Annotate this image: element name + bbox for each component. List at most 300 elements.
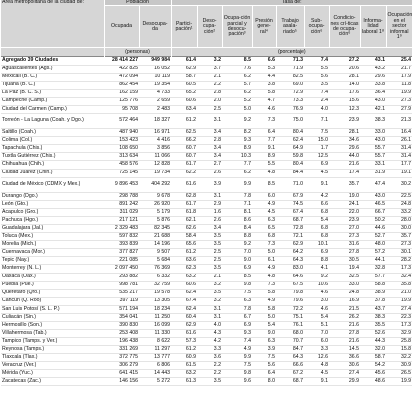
column-header: Sub-ocupa-ción⁶	[304, 6, 329, 48]
value-cell: 6 332	[139, 273, 171, 281]
value-cell: 63.6	[171, 257, 197, 265]
value-cell: 6.8	[304, 225, 329, 233]
value-cell: 10.6	[304, 281, 329, 289]
value-cell: 7.4	[304, 89, 329, 97]
value-cell: 3.1	[197, 313, 222, 321]
value-cell: 146 156	[104, 378, 139, 386]
value-cell: 57.2	[360, 249, 386, 257]
table-row	[1, 153, 412, 161]
aggregate-row	[1, 57, 412, 65]
value-cell: 35.7	[329, 177, 360, 193]
table-row	[1, 305, 412, 313]
value-cell: 27.4	[386, 305, 412, 313]
value-cell: 17.3	[386, 321, 412, 329]
value-cell: 6.3	[252, 217, 276, 225]
value-cell: 14.0	[329, 81, 360, 89]
value-cell: 5.4	[304, 217, 329, 225]
value-cell: 31.4	[386, 153, 412, 161]
value-cell: 3.2	[197, 297, 222, 305]
value-cell: 5.3	[252, 65, 276, 73]
value-cell: 67.4	[276, 209, 304, 217]
value-cell: 3.4	[197, 145, 222, 153]
value-cell: 62.4	[276, 137, 304, 145]
value-cell: 70.7	[276, 337, 304, 345]
value-cell: 3.5	[304, 81, 329, 89]
value-cell: 33.2	[386, 209, 412, 217]
value-cell: 8.6	[222, 217, 252, 225]
table-row	[1, 241, 412, 249]
value-cell: 95 708	[104, 105, 139, 113]
table-row	[1, 321, 412, 329]
value-cell: 4.8	[252, 169, 276, 177]
value-cell: 30.0	[386, 225, 412, 233]
column-header: Deso-cupa-ción²	[197, 6, 222, 48]
value-cell: 4.8	[252, 273, 276, 281]
value-cell: 61.6	[171, 329, 197, 337]
value-cell: 2.1	[197, 73, 222, 81]
value-cell: 4.6	[304, 305, 329, 313]
value-cell: 37.8	[360, 297, 386, 305]
value-cell: 9.8	[222, 370, 252, 378]
table-row	[1, 233, 412, 241]
column-header: Ocupación en el sector informal 1⁹	[386, 6, 412, 48]
value-cell: 2.5	[197, 249, 222, 257]
value-cell: 6.2	[222, 73, 252, 81]
value-cell: 4.9	[222, 345, 252, 353]
table-row	[1, 249, 412, 257]
table-row	[1, 354, 412, 362]
table-row	[1, 345, 412, 353]
value-cell: 9.3	[222, 137, 252, 145]
value-cell: 5.8	[252, 89, 276, 97]
value-cell: 76 369	[139, 265, 171, 273]
value-cell: 4.2	[197, 337, 222, 345]
value-cell: 61.8	[171, 209, 197, 217]
table-row	[1, 378, 412, 386]
value-cell: 62.2	[171, 169, 197, 177]
value-cell: 44.1	[360, 257, 386, 265]
value-cell: 18 327	[139, 113, 171, 129]
city-cell: Campeche (Camp.)	[1, 97, 104, 105]
value-cell: 4.9	[252, 201, 276, 209]
value-cell: 24.8	[386, 201, 412, 209]
value-cell: 27.4	[329, 370, 360, 378]
value-cell: 79.6	[276, 297, 304, 305]
value-cell: 62.8	[171, 193, 197, 201]
value-cell: 29.9	[329, 378, 360, 386]
value-cell: 74.5	[276, 201, 304, 209]
value-cell: 25.8	[386, 337, 412, 345]
value-cell: 71.9	[276, 65, 304, 73]
value-cell: 36.4	[360, 89, 386, 97]
value-cell: 60.6	[171, 281, 197, 289]
value-cell: 8.4	[222, 225, 252, 233]
value-cell: 6.1	[252, 257, 276, 265]
value-cell: 64.6	[276, 273, 304, 281]
table-row	[1, 257, 412, 265]
value-cell: 61.2	[171, 249, 197, 257]
value-cell: 8.5	[252, 177, 276, 193]
value-cell: 12.6	[304, 354, 329, 362]
value-cell: 6.6	[304, 201, 329, 209]
column-header: Condicio-nes crí-ticas de ocupa-ción⁶	[329, 6, 360, 48]
value-cell: 2.0	[197, 97, 222, 105]
value-cell: 8.2	[222, 129, 252, 137]
value-cell: 12.5	[304, 153, 329, 161]
units-spacer	[1, 48, 104, 57]
value-cell: 12.3	[329, 105, 360, 113]
city-cell: Tijuana (B. C.)	[1, 81, 104, 89]
value-cell: 8.5	[222, 273, 252, 281]
value-cell: 44.3	[360, 337, 386, 345]
value-cell: 28.1	[329, 73, 360, 81]
value-cell: 80.4	[276, 161, 304, 169]
units-personas: (personas)	[104, 48, 171, 57]
city-cell: Villahermosa (Tab.)	[1, 329, 104, 337]
value-cell: 3.0	[304, 297, 329, 305]
value-cell: 9.1	[252, 145, 276, 153]
city-cell: Mexicali (B. C.)	[1, 73, 104, 81]
value-cell: 4.6	[252, 105, 276, 113]
value-cell: 27.2	[329, 57, 360, 65]
value-cell: 27.0	[329, 225, 360, 233]
table-row	[1, 193, 412, 201]
city-cell: Tampico (Tamps. y Ver.)	[1, 337, 104, 345]
value-cell: 69.0	[276, 81, 304, 89]
value-cell: 4.0	[197, 321, 222, 329]
value-cell: 5.5	[252, 161, 276, 169]
value-cell: 16.9	[329, 297, 360, 305]
value-cell: 5.4	[252, 321, 276, 329]
value-cell: 43.1	[360, 57, 386, 65]
value-cell: 61.5	[171, 362, 197, 370]
value-cell: 3.5	[197, 289, 222, 297]
value-cell: 62.9	[171, 321, 197, 329]
value-cell: 55.7	[360, 145, 386, 153]
value-cell: 8.1	[222, 209, 252, 217]
value-cell: 9.1	[304, 177, 329, 193]
value-cell: 27.3	[386, 241, 412, 249]
value-cell: 24.1	[329, 201, 360, 209]
value-cell: 9.9	[222, 177, 252, 193]
value-cell: 4.0	[304, 105, 329, 113]
city-cell: Querétaro (Qro.)	[1, 289, 104, 297]
value-cell: 5 179	[139, 209, 171, 217]
value-cell: 21.6	[329, 321, 360, 329]
poblacion-group-header: Población	[104, 0, 171, 6]
value-cell: 16 971	[139, 129, 171, 137]
value-cell: 2.8	[197, 137, 222, 145]
value-cell: 2.7	[197, 161, 222, 169]
value-cell: 3.8	[252, 81, 276, 89]
table-row	[1, 313, 412, 321]
value-cell: 1.7	[304, 145, 329, 153]
value-cell: 3.7	[197, 65, 222, 73]
value-cell: 4.6	[304, 289, 329, 297]
value-cell: 15.0	[304, 137, 329, 145]
city-cell: Ciudad del Carmen (Camp.)	[1, 105, 104, 113]
value-cell: 30.1	[386, 249, 412, 257]
city-cell: La Paz (B. C. S.)	[1, 89, 104, 97]
value-cell: 8.8	[304, 257, 329, 265]
value-cell: 72.8	[276, 225, 304, 233]
value-cell: 9 507	[139, 249, 171, 257]
value-cell: 4 416	[139, 137, 171, 145]
value-cell: 7.3	[252, 281, 276, 289]
table-row	[1, 113, 412, 129]
value-cell: 60.6	[171, 97, 197, 105]
units-porcentaje: (porcentaje)	[171, 48, 412, 57]
value-cell: 68.0	[276, 329, 304, 337]
value-cell: 21.5	[329, 305, 360, 313]
value-cell: 11 066	[139, 153, 171, 161]
value-cell: 3.4	[197, 225, 222, 233]
value-cell: 217 121	[104, 217, 139, 225]
value-cell: 10.3	[222, 153, 252, 161]
table-row	[1, 129, 412, 137]
value-cell: 66.7	[360, 209, 386, 217]
value-cell: 15.8	[386, 345, 412, 353]
value-cell: 71.0	[276, 177, 304, 193]
city-cell: Acapulco (Gro.)	[1, 209, 104, 217]
column-header: Ocupa-ción parcial y desocu-pación³	[222, 6, 252, 48]
table-row	[1, 177, 412, 193]
value-cell: 62.1	[171, 217, 197, 225]
city-cell: Torreón - La Laguna (Coah. y Dgo.)	[1, 113, 104, 129]
value-cell: 3.4	[197, 153, 222, 161]
value-cell: 6.5	[252, 225, 276, 233]
value-cell: 43.0	[360, 137, 386, 145]
value-cell: 4.5	[304, 370, 329, 378]
value-cell: 7.8	[222, 305, 252, 313]
value-cell: 6.9	[304, 249, 329, 257]
value-cell: 4.7	[252, 97, 276, 105]
value-cell: 7.8	[222, 193, 252, 201]
value-cell: 21.6	[329, 161, 360, 169]
value-cell: 28.1	[329, 129, 360, 137]
value-cell: 1.6	[197, 209, 222, 217]
city-cell: Aguascalientes (Ags.)	[1, 65, 104, 73]
value-cell: 29.6	[329, 145, 360, 153]
value-cell: 60.7	[171, 153, 197, 161]
value-cell: 6.8	[304, 209, 329, 217]
value-cell: 6.7	[222, 313, 252, 321]
value-cell: 16 099	[139, 321, 171, 329]
value-cell: 7.0	[304, 329, 329, 337]
value-cell: 19 354	[139, 81, 171, 89]
city-cell: Saltillo (Coah.)	[1, 129, 104, 137]
value-cell: 9.0	[252, 329, 276, 337]
value-cell: 4.3	[197, 329, 222, 337]
value-cell: 31.6	[329, 241, 360, 249]
value-cell: 125 776	[104, 97, 139, 105]
value-cell: 2.2	[197, 362, 222, 370]
column-header: Trabajo asala-riado⁵	[276, 6, 304, 48]
value-cell: 23.9	[329, 217, 360, 225]
value-cell: 22.0	[329, 209, 360, 217]
value-cell: 18 234	[139, 305, 171, 313]
table-row	[1, 105, 412, 113]
value-cell: 4.1	[304, 265, 329, 273]
city-cell: Durango (Dgo.)	[1, 193, 104, 201]
value-cell: 153 423	[104, 137, 139, 145]
value-cell: 17.6	[329, 89, 360, 97]
value-cell: 19 734	[139, 169, 171, 177]
value-cell: 2.5	[197, 105, 222, 113]
value-cell: 68.7	[276, 378, 304, 386]
value-cell: 108 650	[104, 145, 139, 153]
value-cell: 3.9	[252, 345, 276, 353]
value-cell: 32.2	[386, 354, 412, 362]
city-cell: Hermosillo (Son.)	[1, 321, 104, 329]
value-cell: 7.5	[304, 129, 329, 137]
value-cell: 60.9	[171, 354, 197, 362]
column-header: Ocupada	[104, 6, 139, 48]
value-cell: 2.2	[197, 370, 222, 378]
value-cell: 3.2	[197, 57, 222, 65]
value-cell: 26.1	[386, 137, 412, 145]
value-cell: 6.0	[252, 193, 276, 201]
value-cell: 9.6	[222, 378, 252, 386]
value-cell: 3.4	[197, 129, 222, 137]
value-cell: 4.5	[252, 209, 276, 217]
value-cell: 9.3	[222, 329, 252, 337]
value-cell: 5.8	[252, 305, 276, 313]
value-cell: 2.8	[197, 89, 222, 97]
value-cell: 84.4	[276, 169, 304, 177]
city-cell: Tapachula (Chis.)	[1, 145, 104, 153]
value-cell: 5 876	[139, 217, 171, 225]
value-cell: 57.7	[360, 273, 386, 281]
value-cell: 2 659	[139, 97, 171, 105]
value-cell: 24.8	[329, 289, 360, 297]
value-cell: 9.8	[222, 281, 252, 289]
value-cell: 7.5	[222, 289, 252, 297]
value-cell: 487 940	[104, 129, 139, 137]
value-cell: 46.5	[360, 201, 386, 209]
value-cell: 16 052	[139, 65, 171, 73]
value-cell: 7.1	[222, 201, 252, 209]
table-row	[1, 65, 412, 73]
value-cell: 30.2	[386, 177, 412, 193]
value-cell: 6 806	[139, 362, 171, 370]
value-cell: 5.0	[252, 249, 276, 257]
value-cell: 8.9	[252, 153, 276, 161]
value-cell: 7.3	[252, 113, 276, 129]
value-cell: 67.2	[276, 370, 304, 378]
city-cell: Ciudad Juárez (Chih.)	[1, 169, 104, 177]
city-cell: Toluca (Mex.)	[1, 233, 104, 241]
value-cell: 10.1	[304, 241, 329, 249]
value-cell: 62.4	[171, 305, 197, 313]
value-cell: 19 578	[139, 289, 171, 297]
table-row	[1, 137, 412, 145]
value-cell: 65.6	[171, 241, 197, 249]
table-row	[1, 370, 412, 378]
value-cell: 6.9	[222, 321, 252, 329]
city-cell: Tepic (Nay.)	[1, 257, 104, 265]
value-cell: 42.1	[360, 105, 386, 113]
table-row	[1, 217, 412, 225]
table-row	[1, 265, 412, 273]
value-cell: 862 454	[104, 81, 139, 89]
value-cell: 7.7	[222, 161, 252, 169]
value-cell: 6.6	[252, 57, 276, 65]
value-cell: 2 483	[139, 105, 171, 113]
value-cell: 11 330	[139, 329, 171, 337]
area-header: Área metropolitana de la ciudad de:	[1, 0, 104, 48]
value-cell: 73.3	[276, 97, 304, 105]
value-cell: 75.0	[276, 113, 304, 129]
value-cell: 4.9	[252, 265, 276, 273]
value-cell: 38.3	[360, 113, 386, 129]
value-cell: 64.2	[276, 249, 304, 257]
value-cell: 38.9	[360, 289, 386, 297]
value-cell: 48.0	[360, 241, 386, 249]
value-cell: 32.8	[360, 265, 386, 273]
value-cell: 35.7	[386, 233, 412, 241]
value-cell: 67.9	[276, 193, 304, 201]
city-cell: Monterrey (N. L.)	[1, 265, 104, 273]
value-cell: 998 781	[104, 281, 139, 289]
city-cell: Cuernavaca (Mor.)	[1, 249, 104, 257]
value-cell: 67.5	[276, 281, 304, 289]
value-cell: 5.8	[252, 289, 276, 297]
city-cell: Culiacán (Sin.)	[1, 313, 104, 321]
table-row	[1, 201, 412, 209]
value-cell: 61.6	[171, 177, 197, 193]
city-cell: Mérida (Yuc.)	[1, 370, 104, 378]
table-row	[1, 73, 412, 81]
value-cell: 196 438	[104, 337, 139, 345]
value-cell: 7.4	[304, 57, 329, 65]
table-body	[1, 57, 412, 386]
value-cell: 535 217	[104, 289, 139, 297]
value-cell: 62.4	[171, 289, 197, 297]
value-cell: 29.6	[360, 73, 386, 81]
value-cell: 354 041	[104, 313, 139, 321]
value-cell: 19.9	[386, 89, 412, 97]
value-cell: 14 443	[139, 370, 171, 378]
value-cell: 66.2	[171, 137, 197, 145]
value-cell: 5.2	[222, 97, 252, 105]
value-cell: 253 408	[104, 329, 139, 337]
value-cell: 17.9	[386, 73, 412, 81]
value-cell: 4.4	[252, 73, 276, 81]
value-cell: 393 839	[104, 241, 139, 249]
city-cell: Cancún (Q. Roo)	[1, 297, 104, 305]
value-cell: 61.3	[171, 378, 197, 386]
value-cell: 8.5	[222, 57, 252, 65]
value-cell: 221 085	[104, 257, 139, 265]
data-table	[1, 0, 412, 386]
value-cell: 26.5	[386, 370, 412, 378]
value-cell: 57.3	[171, 337, 197, 345]
value-cell: 7.3	[252, 241, 276, 249]
value-cell: 30.9	[386, 362, 412, 370]
value-cell: 32.5	[329, 273, 360, 281]
value-cell: 12 828	[139, 161, 171, 169]
value-cell: 10 119	[139, 73, 171, 81]
table-row	[1, 362, 412, 370]
value-cell: 23.9	[329, 113, 360, 129]
value-cell: 19.1	[386, 169, 412, 177]
value-cell: 27.9	[386, 105, 412, 113]
value-cell: 21 688	[139, 233, 171, 241]
value-cell: 7.4	[222, 337, 252, 345]
value-cell: 6.9	[222, 265, 252, 273]
value-cell: 55.7	[360, 153, 386, 161]
